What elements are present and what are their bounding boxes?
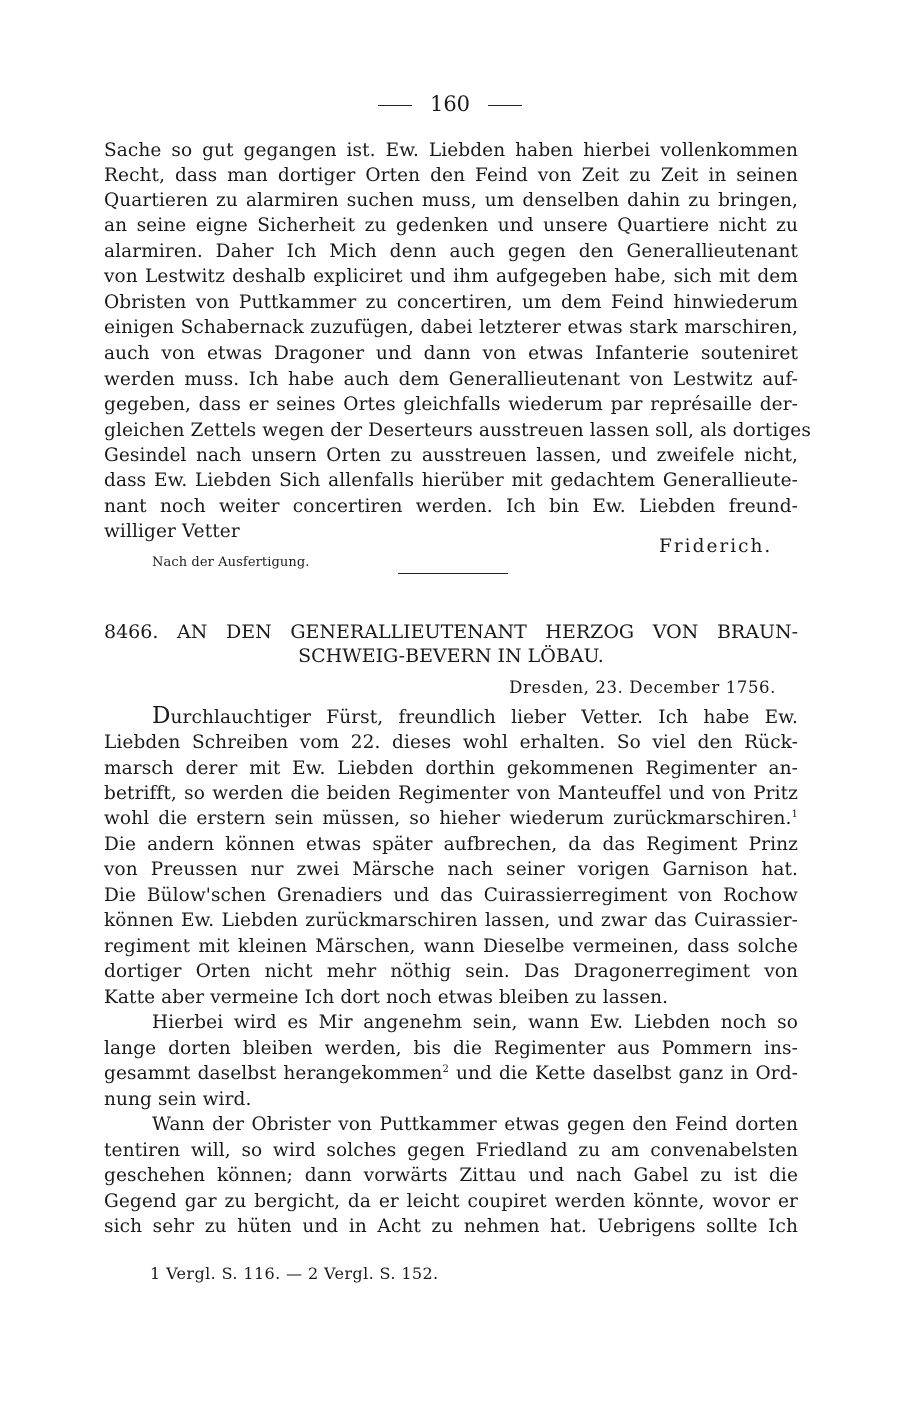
text-line: tentiren will, so wird solches gegen Friedland zu am convenabelsten — [104, 1140, 798, 1161]
text-line: Obristen von Puttkammer zu concertiren, um dem Feind hinwiederum — [104, 292, 798, 313]
text-line: Gesindel nach unsern Orten zu ausstreuen lassen, und zweifele nicht, — [104, 445, 798, 466]
text-line: gleichen Zettels wegen der Deserteurs ausstreuen lassen soll, als dortiges — [104, 420, 811, 441]
text-line: regiment mit kleinen Märschen, wann Dieselbe vermeinen, dass solche — [104, 936, 798, 957]
text-line: Katte aber vermeine Ich dort noch etwas bleiben zu lassen. — [104, 987, 669, 1008]
header-dash-right — [488, 105, 522, 106]
header-dash-left — [378, 105, 412, 106]
text-line: an seine eigne Sicherheit zu gedenken und unsere Quartiere nicht zu — [104, 215, 798, 236]
letter-heading-line-1: 8466. AN DEN GENERALLIEUTENANT HERZOG VON BRAUN- — [104, 621, 798, 643]
text-line: Liebden Schreiben vom 22. dieses wohl erhalten. So viel den Rück- — [104, 732, 798, 753]
text-line: dass Ew. Liebden Sich allenfalls hierüber mit gedachtem Generallieute- — [104, 470, 798, 491]
source-note: Nach der Ausfertigung. — [152, 555, 310, 570]
drop-cap: D — [152, 703, 171, 729]
footnotes: 1 Vergl. S. 116. — 2 Vergl. S. 152. — [150, 1264, 439, 1283]
text-line — [104, 1062, 798, 1086]
text-line: Die andern können etwas später aufbrechen, da das Regiment Prinz — [104, 834, 798, 855]
text-line: dortiger Orten nicht mehr nöthig sein. Das Dragonerregiment von — [104, 961, 798, 982]
dateline: Dresden, 23. December 1756. — [509, 678, 776, 697]
text-line: nant noch weiter concertiren werden. Ich bin Ew. Liebden freund- — [104, 496, 798, 517]
letter-heading-line-2: SCHWEIG-BEVERN IN LÖBAU. — [298, 645, 604, 667]
text-line: nung sein wird. — [104, 1089, 252, 1110]
text-line: Wann der Obrister von Puttkammer etwas gegen den Feind dorten — [152, 1114, 798, 1135]
text-line: betrifft, so werden die beiden Regimenter von Manteuffel und von Pritz — [104, 783, 798, 804]
text-line: gegeben, dass er seines Ortes gleichfalls wiederum par représaille der- — [104, 394, 798, 415]
text-line: auch von etwas Dragoner und dann von etwas Infanterie souteniret — [104, 343, 798, 364]
text-line: Recht, dass man dortiger Orten den Feind von Zeit zu Zeit in seinen — [104, 165, 798, 186]
footnote-marker: 2 — [442, 1063, 449, 1075]
text-line: alarmiren. Daher Ich Mich denn auch gegen den Generallieutenant — [104, 241, 798, 262]
text-line: von Preussen nur zwei Märsche nach seiner vorigen Garnison hat. — [104, 859, 798, 880]
text-line: Gegend gar zu bergicht, da er leicht coupiret werden könnte, wovor er — [104, 1191, 798, 1212]
text-line: lange dorten bleiben werden, bis die Regimenter aus Pommern ins- — [104, 1038, 798, 1059]
text-line: Sache so gut gegangen ist. Ew. Liebden haben hierbei vollenkommen — [104, 140, 798, 161]
text-span: und die Kette daselbst ganz in Ord- — [448, 1063, 798, 1084]
text-line — [104, 807, 798, 831]
text-line — [152, 704, 798, 730]
text-span: wohl die erstern sein müssen, so hieher wiederum zurückmarschiren. — [104, 808, 792, 829]
signature: Friderich. — [659, 536, 773, 557]
text-line: von Lestwitz deshalb expliciret und ihm aufgegeben habe, sich mit dem — [104, 266, 798, 287]
text-line: marsch derer mit Ew. Liebden dorthin gekommenen Regimenter an- — [104, 758, 798, 779]
page-number: 160 — [429, 92, 471, 116]
text-line: williger Vetter — [104, 521, 240, 542]
footnote-marker: 1 — [791, 808, 798, 820]
text-line: einigen Schabernack zuzufügen, dabei letzterer etwas stark marschiren, — [104, 317, 798, 338]
text-line: geschehen können; dann vorwärts Zittau und nach Gabel zu ist die — [104, 1165, 798, 1186]
text-line: können Ew. Liebden zurückmarschiren lassen, und zwar das Cuirassier- — [104, 910, 798, 931]
text-line: Quartieren zu alarmiren suchen muss, um denselben dahin zu bringen, — [104, 190, 798, 211]
text-line: Die Bülow'schen Grenadiers und das Cuirassierregiment von Rochow — [104, 885, 798, 906]
page-header — [0, 92, 900, 116]
text-line: werden muss. Ich habe auch dem Generallieutenant von Lestwitz auf- — [104, 369, 798, 390]
text-span: gesammt daselbst herangekommen — [104, 1063, 443, 1084]
section-divider — [398, 573, 508, 574]
text-span: urchlauchtiger Fürst, freundlich lieber Vetter. Ich habe Ew. — [170, 707, 798, 728]
text-line: sich sehr zu hüten und in Acht zu nehmen hat. Uebrigens sollte Ich — [104, 1216, 798, 1237]
text-line: Hierbei wird es Mir angenehm sein, wann Ew. Liebden noch so — [152, 1012, 798, 1033]
